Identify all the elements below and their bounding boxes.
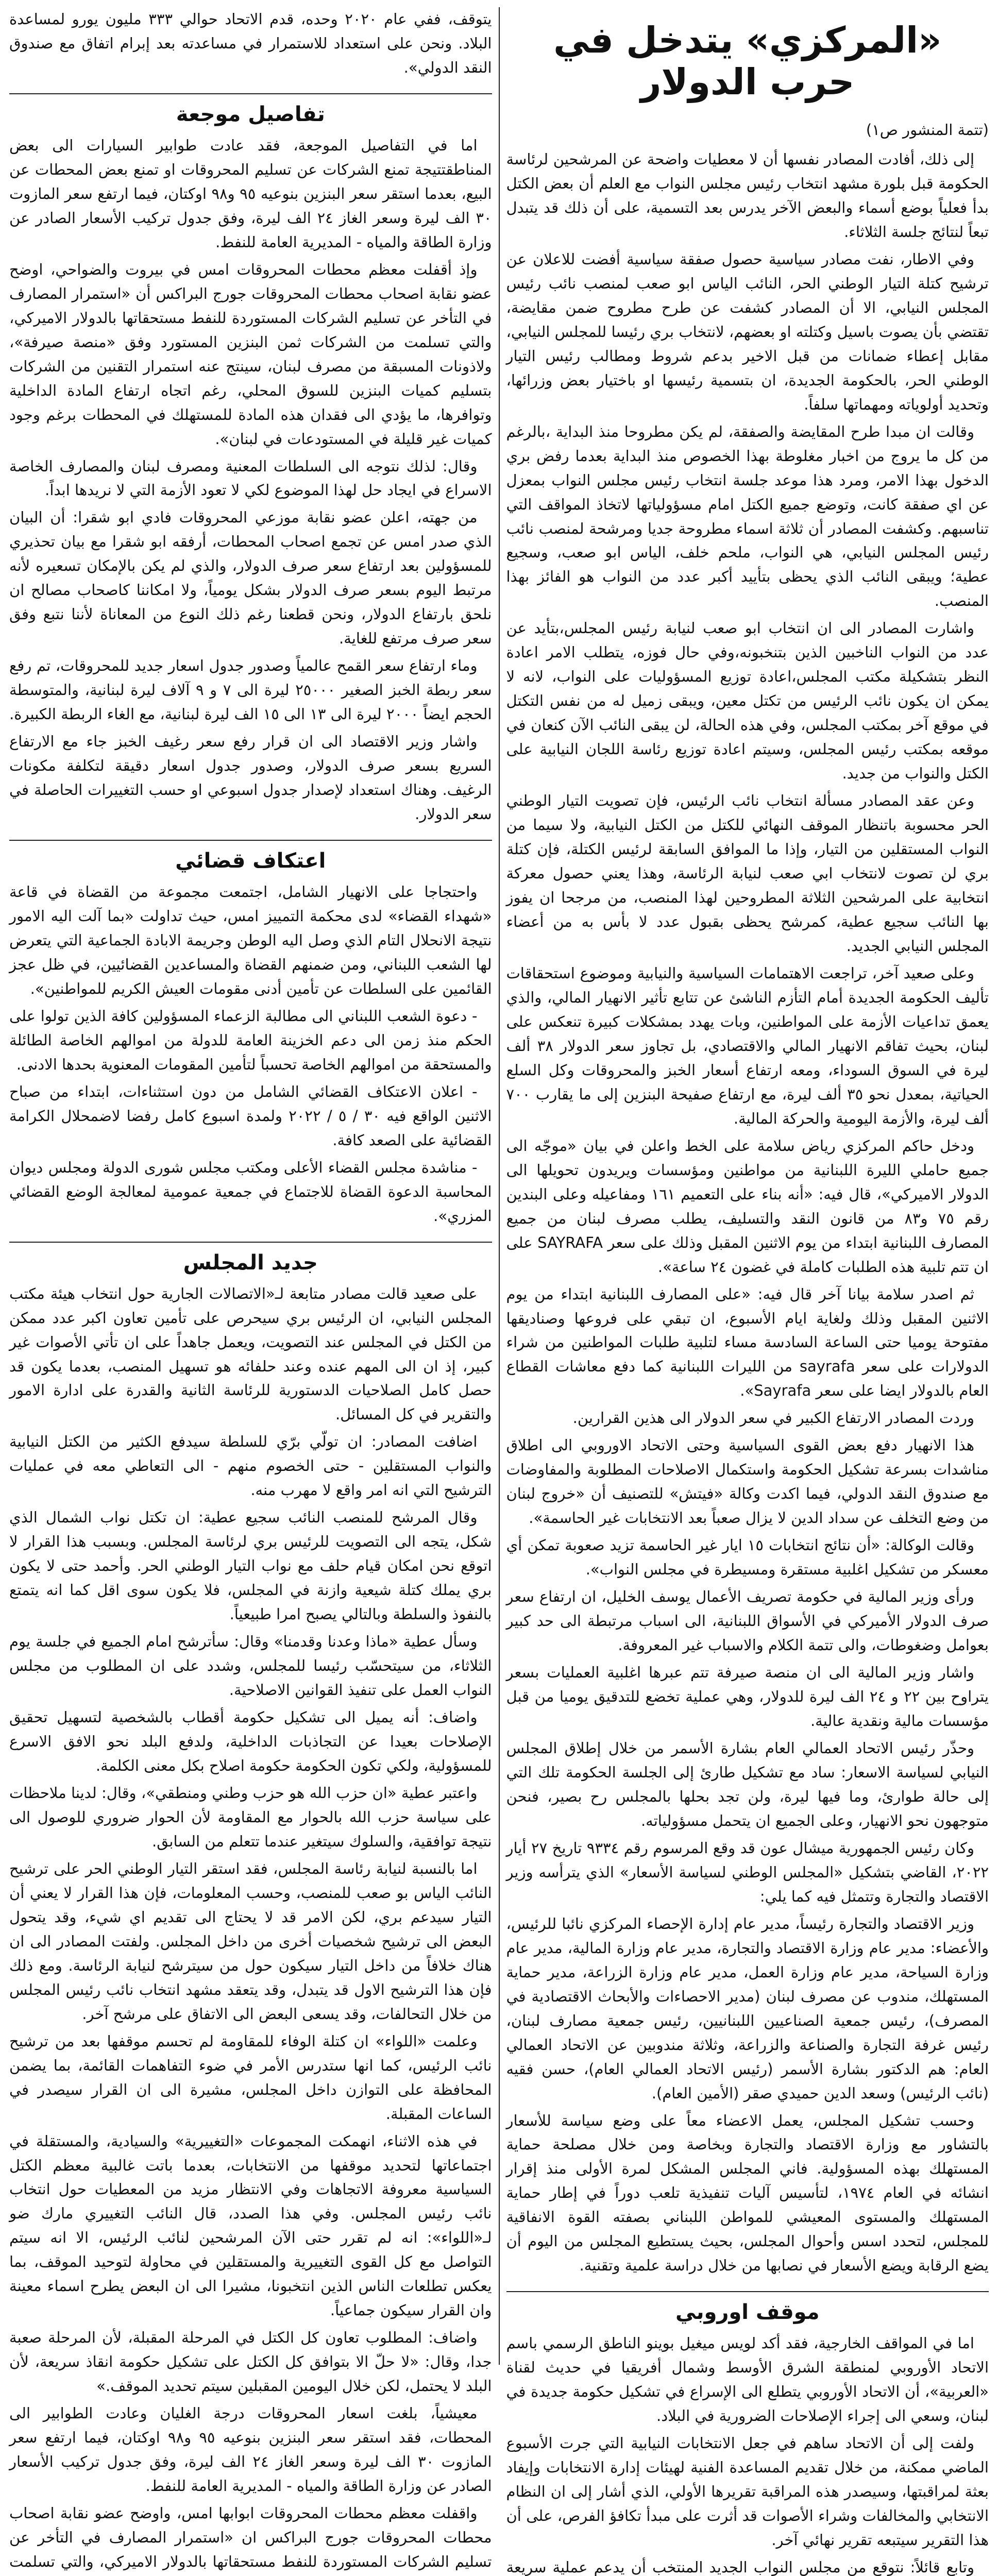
article-paragraph: وقالت ان مبدا طرح المقايضة والصفقة، لم يكن مطروحا منذ البداية ،بالرغم من كل ما يروج من اخبار مغلوطة بهذا الخصوص منذ البداية بعدما رفض بري الدخول بهذا الامر، ومرد هذا موعد جلسة انتخاب رئيس مجلس النواب بمعزل عن اي صفقة كانت، وتوضع جميع الكتل امام مسؤولياتها لاتخاذ المواقف التي تناسبهم. وكشفت المصادر أن ثلاثة اسماء مطروحة جديا ومرشحة لمنصب نائب رئيس المجلس النيابي، هي النواب، ملحم خلف، الياس ابو صعب، وسجيع عطية؛ ويبقى النائب الذي يحظى بتأييد أكبر عدد من النواب هو الفائز بهذا المنصب. bbox=[506, 422, 989, 610]
right-paragraphs-2 bbox=[506, 2331, 989, 2576]
article-paragraph: وعلمت «اللواء» ان كتلة الوفاء للمقاومة لم تحسم موقفها بعد من ترشيح نائب الرئيس، كما انها ستدرس الأمر في ضوء التفاهمات القائمة، بما يضمن المحافظة على التوازن داخل المجلس، مشيرة الى ان القرار سيصدر في الساعات المقبلة. bbox=[9, 2032, 492, 2123]
article-paragraph: وقال المرشح للمنصب النائب سجيع عطية: ان تكتل نواب الشمال الذي شكل، يتجه الى التصويت للرئيس بري لرئاسة المجلس. وبسبب هذا القرار لا اتوقع نحن امكان قيام حلف مع نواب التيار الوطني الحر. وأحمد حتى لا يكون بري يملك كتلة شيعية وازنة في المجلس، فلا يكون سوى اقل كما انه يتمتع بالنفوذ والسلطة وبالتالي يصبح امرا طبيعياً. bbox=[9, 1509, 492, 1623]
article-paragraph: واشار وزير المالية الى ان منصة صيرفة تتم عبرها اغلبية العمليات بسعر يتراوح بين ٢٢ و ٢٤ الف ليرة للدولار، وهي عملية تخضع للتدقيق يوميا من قبل مؤسسات مالية ونقدية عالية. bbox=[506, 1664, 989, 1730]
left-sections bbox=[9, 93, 492, 2576]
article-paragraph: إلى ذلك، أفادت المصادر نفسها أن لا معطيات واضحة عن المرشحين لرئاسة الحكومة قبل بلورة مشهد انتخاب رئيس مجلس النواب مع العلم أن بعض الكتل بدأ فعلياً بوضع أسماء والبعض الآخر يدرس بعد التسمية، على أن ذلك قد يتبدل تبعاً لنتائج جلسة الثلاثاء. bbox=[506, 150, 989, 241]
article-paragraph: من جهته، اعلن عضو نقابة موزعي المحروقات فادي ابو شقرا: أن البيان الذي صدر امس عن تجمع اصحاب المحطات، أرفقه ابو شقرا مع بيان تحذيري للمسؤولين بعد ارتفاع سعر صرف الدولار، والذي لم يكن بالإمكان تسعيره لأنه مرتبط اليوم بسعر صرف الدولار بشكل يومياً، ولا امكاننا كاصحاب مصالح ان نلحق بارتفاع الدولار، ونحن قطعنا رغم ذلك النوع من المعاناة لأننا نتبع وفق سعر صرف مرتفع للغاية. bbox=[9, 509, 492, 648]
article-paragraph: اما في التفاصيل الموجعة، فقد عادت طوابير السيارات الى بعض المناطقتتيجة تمنع الشركات عن تسليم المحروقات او تمنع بعض المحطات عن البيع، بعدما استقر سعر البنزين بنوعيه ٩٥ و٩٨ اوكتان، فيما ارتفع سعر المازوت ٣٠ الف ليرة وسعر الغاز ٢٤ الف ليرة، وفق جدول تركيب الأسعار الصادر عن وزارة الطاقة والمياه - المديرية العامة للنفط. bbox=[9, 136, 492, 251]
article-paragraph: وعن عقد المصادر مسألة انتخاب نائب الرئيس، فإن تصويت التيار الوطني الحر محسوبة باتنظار الموقف النهائي للكتل من الكتل النيابية، ولا سيما من النواب المستقلين من التيار، وإذا ما الموافق السابقة لرئيس الكتلة، فإن كتلة بري لن تصوت لانتخاب ابي صعب لنيابة الرئاسة، وهذا يعني حصول معركة انتخابية على المرشحين الثلاثة المطروحين لهذا المنصب، من مرجحا ان يفوز بها النائب سجيع عطية، كمرشح يحظى بقبول عدد لا بأس به من أعضاء المجلس النيابي الجديد. bbox=[506, 792, 989, 955]
article-paragraph: وسأل عطية «ماذا وعدنا وقدمنا» وقال: سأترشح امام الجميع في جلسة يوم الثلاثاء، من سيتحسّب رئيسا للمجلس، وشدد على ان المطلوب من مجلس النواب العمل على تنفيذ القوانين الاصلاحية. bbox=[9, 1633, 492, 1699]
article-paragraph: اما في المواقف الخارجية، فقد أكد لويس ميغيل بوينو الناطق الرسمي باسم الاتحاد الأوروبي لمنطقة الشرق الأوسط وشمال أفريقيا في حديث لقناة «العربية»، أن الاتحاد الأوروبي يتطلع الى الإسراع في تشكيل حكومة جديدة في لبنان، وسعي الى إجراء الإصلاحات الضرورية في البلاد. bbox=[506, 2334, 989, 2425]
article-paragraph: واقفلت معظم محطات المحروقات ابوابها امس، واوضح عضو نقابة اصحاب محطات المحروقات جورج البراكس ان «استمرار المصارف في التأخر عن تسليم الشركات المستوردة للنفط مستحقاتها بالدولار الاميركي، والتي تسلمت bbox=[9, 2504, 492, 2570]
article-paragraph: وحسب تشكيل المجلس، يعمل الاعضاء معاً على وضع سياسة للأسعار بالتشاور مع وزارة الاقتصاد والتجارة وبخاصة ومن خلال مصلحة حماية المستهلك بهذه المسؤولية. فاني المجلس المشكل لمرة الأولى منذ إقرار انشائه في العام ١٩٧٤، لتأسيس آليات تنفيذية تلعب دوراً في إطار حماية المستهلك والمستوى المعيشي للمواطن اللبناني بصفته القوة الانفاقية للمجلس، لتحدد اسس وأحوال المجلس، بحيث يستطيع المجلس من اليوم أن يضع الرقابة ويضع الأسعار في نصابها من خلال دراسة علمية وتقنية. bbox=[506, 2111, 989, 2275]
article-paragraph: واضاف: المطلوب تعاون كل الكتل في المرحلة المقبلة، لأن المرحلة صعبة جدا، وقال: «لا حلّ الا بتوافق كل الكتل على تشكيل حكومة انقاذ سريعة، لأن البلد لا يحتمل، لكن خلال اليومين المقبلين سيتم تحديد الموقف.» bbox=[9, 2329, 492, 2395]
section-title: اعتكاف قضائي bbox=[9, 840, 492, 874]
article-paragraph: - اعلان الاعتكاف القضائي الشامل من دون استثناءات، ابتداء من صباح الاثنين الواقع فيه ٣٠ / ٥ / ٢٠٢٢ ولمدة اسبوع كامل رفضا لاضمحلال الكرامة القضائية على الصعد كافة. bbox=[9, 1082, 492, 1149]
article-paragraph: واشارت المصادر الى ان انتخاب ابو صعب لنيابة رئيس المجلس،بتأيد عن عدد من النواب الناخبين الذين بتنخبونه،وفي حال فوزه، يتطلب الامر اعادة النظر بتشكيلة مكتب المجلس،اعادة توزيع المسؤوليات على النواب، لانه لا يمكن ان يكون نائب الرئيس من تكتل معين، ويبقى زميل له من نفس التكتل في موقع آخر بمكتب المجلس، وفي هذه الحالة، لن يبقى النائب الآن كنعان في موقعه بمكتب رئيس المجلس، وسيتم اعادة توزيع رئاسة اللجان النيابية على الكتل والنواب من جديد. bbox=[506, 619, 989, 783]
article-paragraph: ودخل حاكم المركزي رياض سلامة على الخط واعلن في بيان «موجّه الى جميع حاملي الليرة اللبنانية من مواطنين ومؤسسات ويريدون تحويلها الى الدولار الاميركي»، قال فيه: «أنه بناء على التعميم ١٦١ ومفاعيله وعلى البندين رقم ٧٥ و٨٣ من قانون النقد والتسليف، يطلب مصرف لبنان من جميع المصارف اللبنانية ابتداء من يوم الاثنين المقبل وذلك على سعر SAYRAFA على ان تتم تلبية هذه الطلبات كاملة في غضون ٢٤ ساعة». bbox=[506, 1137, 989, 1276]
article-paragraph: واشار وزير الاقتصاد الى ان قرار رفع سعر رغيف الخبز جاء مع الارتفاع السريع بسعر صرف الدولار، وصدور جدول اسعار دقيقة لتكلفة مكونات الرغيف. وهناك استعداد لإصدار جدول اسبوعي او حسب التغييرات الحاصلة في سعر الدولار. bbox=[9, 733, 492, 823]
article-paragraph: وتابع قائلاً: نتوقع من مجلس النواب الجديد المنتخب أن يدعم عملية سريعة bbox=[506, 2558, 974, 2576]
right-paragraphs bbox=[506, 147, 989, 2278]
article-section bbox=[9, 2401, 492, 2576]
left-column-lead: يتوقف، ففي عام ٢٠٢٠ وحده، قدم الاتحاد حوالي ٣٣٣ مليون يورو لمساعدة البلاد. ونحن على استعداد للاستمرار في مساعدته بعد إبرام اتفاق مع صندوق النقد الدولي». bbox=[9, 10, 492, 76]
article-paragraph: في هذه الاثناء، انهمكت المجموعات «التغييرية» والسيادية، والمستقلة في اجتماعاتها لتحديد موقفها من الانتخابات، بعدما باتت غالبية معظم الكتل السياسية معروفة الاتجاهات وفي الانتظار مزيد من المعطيات حول انتخاب نائب رئيس المجلس. وفي هذا الصدد، قال النائب التغييري مارك ضو لـ«اللواء»: انه لم تقرر حتى الآن المرشحين لنائب الرئيس، الا انه سيتم التواصل مع كل القوى التغييرية والمستقلين في محاولة لتوحيد الموقف، بما يعكس تطلعات الناس الذين انتخبونا، مشيرا الى ان البعض يطرح اسماء معينة وان القرار سيكون جماعياً. bbox=[9, 2132, 492, 2319]
article-paragraph: وعلى صعيد آخر، تراجعت الاهتمامات السياسية والنيابية وموضوع استحقاقات تأليف الحكومة الجديدة أمام التأزم الناشئ عن تتابع تأثير الانهيار المالي، والذي يعمق تداعيات الأزمة على المواطنين، وبات يهدد بمشكلات كبيرة تنعكس على لبنان، بحيث تفاقم الانهيار المالي والاقتصادي، بل تجاوز سعر الدولار ٣٨ ألف ليرة في السوق السوداء، ومعه ارتفاع أسعار الخبز والمحروقات وكل السلع الحياتية، بمعدل نحو ٣٥ ألف ليرة، مع ارتفاع صفيحة البنزين إلى ما يقارب ٧٠٠ ألف ليرة، والأزمة اليومية والحركة المالية. bbox=[506, 964, 989, 1127]
article-section bbox=[9, 1242, 492, 2126]
article-paragraph: وكان رئيس الجمهورية ميشال عون قد وقع المرسوم رقم ٩٣٣٤ تاريخ ٢٧ أيار ٢٠٢٢، القاضي بتشكيل «المجلس الوطني لسياسة الأسعار» الذي يترأسه وزير الاقتصاد والتجارة وتتمثل فيه كما يلي: bbox=[506, 1839, 989, 1905]
article-paragraph: هذا الانهيار دفع بعض القوى السياسية وحتى الاتحاد الاوروبي الى اطلاق مناشدات بسرعة تشكيل الحكومة واستكمال الاصلاحات المطلوبة والمفاوضات مع صندوق النقد الدولي، فيما اكدت وكالة «فيتش» للتصنيف أن «خروج لبنان من وضع التخلف عن سداد الدين لا يزال صعباً بعد الانتخابات غير الحاسمة». bbox=[506, 1436, 989, 1527]
article-paragraph: وفي الاطار، نفت مصادر سياسية حصول صفقة سياسية أفضت للاعلان عن ترشيح كتلة التيار الوطني الحر، النائب الياس ابو صعب لمنصب نائب رئيس المجلس النيابي، الا أن المصادر كشفت عن طرح مطروح ضمن مقايضة، تقتضي بأن يصوت باسيل وكتلته او بعضهم، لانتخاب بري رئيسا للمجلس النيابي، مقابل إعطاء ضمانات من قبل الاخير بدعم شروط ومطالب رئيس التيار الوطني الحر، بالحكومة الجديدة، ان بتسمية رئيسها او باختيار بعض وزرائها، وتحديد أولوياته ومهماتها سلفاً. bbox=[506, 250, 989, 413]
article-paragraph: وردت المصادر الارتفاع الكبير في سعر الدولار الى هذين القرارين. bbox=[572, 1409, 974, 1427]
article-paragraph: واعتبر عطية «ان حزب الله هو حزب وطني ومنطقي»، وقال: لدينا ملاحظات على سياسة حزب الله بالحوار مع المقاومة لأن الحوار ضروري للوصول الى نتيجة توافقية، والسلوك سيتغير عندما تتعلم من السابق. bbox=[9, 1784, 492, 1850]
section-title: جديد المجلس bbox=[9, 1242, 492, 1276]
article-paragraph: اضافت المصادر: ان تولّي برّي للسلطة سيدفع الكثير من الكتل النيابية والنواب المستقلين - حتى الخصوم منهم - الى التعاطي معه في عمليات الترشيح التي انه امر واقع لا مهرب منه. bbox=[9, 1433, 492, 1499]
article-paragraph: وقالت الوكالة: «أن نتائج انتخابات ١٥ ايار غير الحاسمة تزيد صعوبة تمكن أي معسكر من تشكيل اغلبية مستقرة ومسيطرة في مجلس النواب». bbox=[506, 1536, 989, 1579]
article-section bbox=[9, 840, 492, 1228]
article-paragraph: ولفت إلى أن الاتحاد ساهم في جعل الانتخابات النيابية التي جرت الأسبوع الماضي ممكنة، من خلال تقديم المساعدة الفنية لهيئات إدارة الانتخابات وإيفاد بعثة لمراقبتها، وسيصدر هذه المراقبة تقريرها الأولي، الذي أشار إلى ان النظام الانتخابي والمخالفات وشراء الأصوات قد أثرت على مبدأ تكافؤ الفرص، على أن هذا التقرير سيتبعه تقرير نهائي آخر. bbox=[506, 2434, 989, 2549]
article-paragraph: وزير الاقتصاد والتجارة رئيساً، مدير عام إدارة الإحصاء المركزي نائبا للرئيس، والأعضاء: مدير عام وزارة الاقتصاد والتجارة، مدير عام وزارة المالية، مدير عام وزارة السياحة، مدير عام وزارة العمل، مدير عام وزارة الزراعة، مدير حماية المستهلك، مندوب عن مصرف لبنان (مدير الاحصاءات والأبحاث الاقتصادية في المصرف)، رئيس جمعية الصناعيين اللبنانيين، رئيس جمعية مصارف لبنان، رئيس غرفة التجارة والصناعة والزراعة، وثلاثة مندوبين عن الاتحاد العمالي العام: هم الدكتور بشارة الأسمر (رئيس الاتحاد العمالي العام)، حسن فقيه (نائب الرئيس) وسعد الدين حميدي صقر (الأمين العام). bbox=[506, 1914, 989, 2102]
article-paragraph: وقال: لذلك نتوجه الى السلطات المعنية ومصرف لبنان والمصارف الخاصة الاسراع في ايجاد حل لهذا الموضوع لكي لا تعود الأزمة التي لا نريدها ابداً. bbox=[9, 457, 492, 499]
article-paragraph: - مناشدة مجلس القضاء الأعلى ومكتب مجلس شورى الدولة ومجلس ديوان المحاسبة الدعوة القضاة للاجتماع في جمعية عمومية لمعالجة الوضع القضائي المزري». bbox=[9, 1158, 492, 1225]
article-paragraph: معيشياً، بلغت اسعار المحروقات درجة الغليان وعادت الطوابير الى المحطات، فقد استقر سعر البنزين بنوعيه ٩٥ و٩٨ اوكتان، فيما ارتفع سعر المازوت ٣٠ الف ليرة وسعر الغاز ٢٤ الف ليرة، وفق جدول تركيب الأسعار الصادر عن وزارة الطاقة والمياه - المديرية العامة للنفط. bbox=[9, 2404, 492, 2495]
columns bbox=[9, 7, 989, 2576]
section-title-european-position: موقف اوروبي bbox=[506, 2291, 989, 2325]
continuation-note: (تتمة المنشور ص١) bbox=[866, 121, 989, 139]
article-paragraph: على صعيد قالت مصادر متابعة لـ«الاتصالات الجارية حول انتخاب هيئة مكتب المجلس النيابي، ان الرئيس بري سيحرص على تأمين تعاون اكبر عدد ممكن من الكتل في المجلس عند التصويت، ويعمل جاهداً على ان تأتي الأصوات غير كبير، إذ ان الى المهم عنده وعند حلفائه هو تسهيل المنصب، بعدما يكون قد حصل كامل الصلاحيات الدستورية للرئاسة الثانية والقدرة على ادارة الامور والتقرير في كل المسائل. bbox=[9, 1284, 492, 1423]
section-title: تفاصيل موجعة bbox=[9, 93, 492, 127]
article-paragraph: وماء ارتفاع سعر القمح عالمياً وصدور جدول اسعار جديد للمحروقات، تم رفع سعر ربطة الخبز الصغير ٢٥٠٠٠ ليرة الى ٧ و ٩ آلاف ليرة لبنانية، والمتوسطة الحجم ايضاً ٢٠٠٠ ليرة الى ١٣ الى ١٥ الف ليرة لبنانية، مع الغاء الربطة الكبيرة. bbox=[9, 657, 492, 723]
article-paragraph: واضاف: أنه يميل الى تشكيل حكومة أقطاب بالشخصية لتسهيل تحقيق الإصلاحات بعيدا عن التجاذبات الداخلية، ولدفع البلد نحو الافق الاسرع للمسؤولية، ولكي تكون الحكومة حكومة اصلاح بكل معنى الكلمة. bbox=[9, 1708, 492, 1774]
article-paragraph: واحتجاجا على الانهيار الشامل، اجتمعت مجموعة من القضاة في قاعة «شهداء القضاء» لدى محكمة التمييز امس، حيث تداولت «بما آلت اليه الامور نتيجة الانحلال التام الذي وصل اليه الوطن وجريمة الابادة الجماعية التي يتعرض لها الشعب اللبناني، ومن ضمنهم القضاة والمساعدين القضائيين، في ظل عجز القائمين على السلطات عن تأمين أدنى مقومات العيش الكريم للمواطنين». bbox=[9, 883, 492, 997]
article-paragraph: وحذّر رئيس الاتحاد العمالي العام بشارة الأسمر من خلال إطلاق المجلس النيابي لسياسة الاسعار: ساد مع تشكيل طارئ إلى الجلسة الحكومة تلك التي إلى حالة طوارئ، وما فيها ليرة، ولن تجد بحلها بالمجلس رح بصير، فنحن متوجهون نحو الانهيار، وعلى الجميع ان يتحمل مسؤولياته. bbox=[506, 1739, 989, 1829]
article-paragraph: اما بالنسبة لنيابة رئاسة المجلس، فقد استقر التيار الوطني الحر على ترشيح النائب الياس بو صعب للمنصب، وحسب المعلومات، فإن هذا القرار لا يعني أن التيار سيدعم بري، لكن الامر قد لا يحتاج الى تقديم اي شيء، وقد يتحول البعض الى ترشيح شخصيات أخرى من داخل المجلس. ولفتت المصادر الى ان هناك خلافاً من داخل التيار سيكون حول من سيترشح لنيابة الرئاسة. ومع ذلك فإن هذا الترشيح الاول قد يتبدل، وقد يتعقد مشهد انتخاب نائب رئيس المجلس من خلال التحالفات، وقد يسعى البعض الى الاتفاق على مرشح آخر. bbox=[9, 1859, 492, 2023]
right-column bbox=[506, 7, 989, 2576]
article-paragraph: ثم اصدر سلامة بيانا آخر قال فيه: «على المصارف اللبنانية ابتداء من يوم الاثنين المقبل وذلك ولغاية ايام الأسبوع، ان تبقي على فروعها وصناديقها مفتوحة يوميا حتى الساعة السادسة مساء لتلبية طلبات المواطنين من شراء الدولارات على سعر sayrafa من الليرات اللبنانية كما دفع معاشات القطاع العام بالدولار ايضا على سعر Sayrafa». bbox=[506, 1285, 989, 1400]
article-section bbox=[9, 93, 492, 826]
article-paragraph: ورأى وزير المالية في حكومة تصريف الأعمال يوسف الخليل، ان ارتفاع سعر صرف الدولار الأميركي في الأسواق اللبنانية، الى اسباب مرتبطة الى حد كبير بعوامل وضغوطات، والى تتمة الكلام والاسباب غير المعروفة. bbox=[506, 1588, 989, 1654]
headline: «المركزي» يتدخل في حرب الدولار bbox=[553, 19, 942, 103]
article-paragraph: - دعوة الشعب اللبناني الى مطالبة الزعماء المسؤولين كافة الذين تولوا على الحكم منذ زمن الى دعم الخزينة العامة للدولة من اموالهم الخاصة الطائلة والمستحقة من اموالهم الخاصة تحسباً لتأمين المقومات المعنوية بحدها الادنى. bbox=[9, 1007, 492, 1073]
left-column bbox=[9, 7, 492, 2570]
article-paragraph: وإذ أقفلت معظم محطات المحروقات امس في بيروت والضواحي، اوضح عضو نقابة اصحاب محطات المحروقات جورج البراكس أن «استمرار المصارف في التأخر عن تسليم الشركات المستوردة للنفط مستحقاتها بالدولار الاميركي، والتي تسلمت من الشركات ثمن البنزين المستورد وفق «منصة صيرفة»، ولاذونات المسبقة من مصرف لبنان، سينتج عنه استمرار التقنين من الشركات بتسليم كميات البنزين للسوق المحلي، رغم اتجاه ارتفاع المادة الداخلية وتوافرها، ما يؤدي الى فقدان هذه المادة للمستهلك في المحطات برغم وجود كميات غير قليلة في المستودعات في لبنان». bbox=[9, 260, 492, 448]
article-section bbox=[9, 2129, 492, 2399]
